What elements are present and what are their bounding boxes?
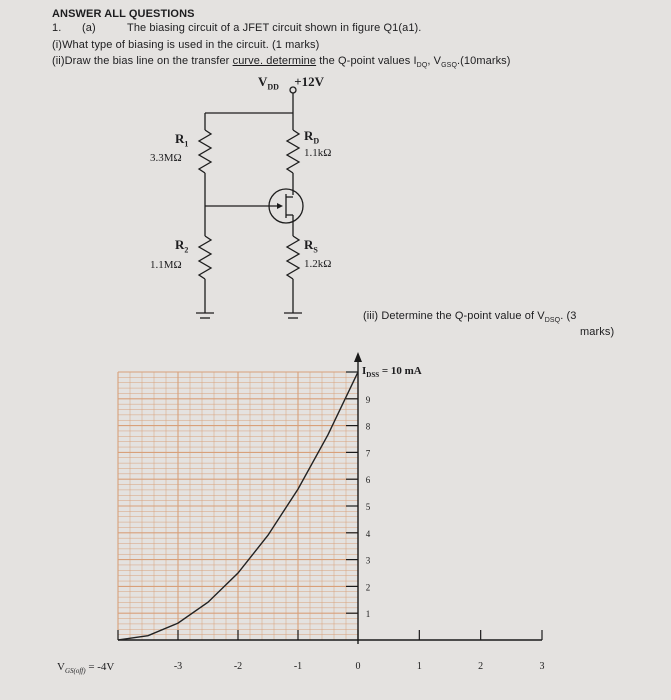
idss-letter: I: [362, 365, 367, 377]
rs-letter: R: [304, 237, 314, 252]
rd-value: 1.1kΩ: [304, 147, 332, 159]
x-tick-label: -2: [233, 661, 243, 672]
idss-label: [362, 365, 422, 379]
q-ii-sub-gsq: GSQ: [441, 62, 457, 70]
chart-axes: [118, 352, 542, 644]
y-tick-label: 1: [365, 609, 371, 620]
rs-sub: S: [313, 245, 318, 255]
x-tick-label: 0: [355, 661, 361, 672]
r2-sub: 2: [184, 245, 189, 255]
q-iii-prefix: (iii) Determine the Q-point value of V: [363, 310, 545, 322]
r1-letter: R: [175, 131, 185, 146]
y-tick-label: 7: [365, 448, 371, 459]
part-a-text: The biasing circuit of a JFET circuit shown in figure Q1(a1).: [127, 22, 422, 34]
y-tick-label: 6: [365, 475, 371, 486]
vgs-off-letter: V: [57, 661, 65, 673]
vgs-off-value: = -4V: [85, 661, 115, 673]
question-iii-marks: marks): [580, 326, 615, 338]
idss-sub: DSS: [366, 371, 380, 380]
y-tick-label: 5: [365, 502, 371, 512]
q-iii-suffix: . (3: [560, 310, 577, 322]
y-tick-label: 2: [365, 582, 371, 593]
part-label: (a): [82, 22, 96, 34]
vgs-off-sub: GS(off): [64, 667, 86, 676]
q-ii-underlined: curve. determine: [232, 55, 317, 67]
x-tick-label: 2: [478, 661, 484, 672]
y-tick-label: 3: [365, 555, 371, 566]
vdd-sub: DD: [267, 82, 279, 92]
q-iii-sub: DSQ: [544, 317, 561, 325]
q-ii-prefix: (ii)Draw the bias line on the transfer: [52, 55, 230, 67]
q-ii-suffix: the Q-point values I: [319, 55, 417, 67]
r1-sub: 1: [184, 139, 189, 149]
y-tick-label: 4: [365, 528, 371, 539]
r2-letter: R: [175, 237, 185, 252]
x-tick-label: -1: [293, 661, 303, 672]
x-tick-label: 1: [416, 661, 422, 672]
x-tick-label: -3: [173, 661, 183, 672]
r2-value: 1.1MΩ: [150, 259, 182, 271]
chart-grid: [118, 372, 358, 640]
q-ii-sub-dq: DQ: [416, 62, 428, 70]
y-tick-label: 8: [365, 421, 371, 432]
idss-value: = 10 mA: [379, 365, 422, 377]
vgs-off-label: [57, 661, 114, 675]
vdd-letter: V: [258, 74, 268, 89]
y-axis-arrow-icon: [354, 352, 362, 362]
rs-value: 1.2kΩ: [304, 258, 332, 270]
q-ii-end: .(10marks): [456, 55, 511, 67]
rd-letter: R: [304, 128, 314, 143]
heading-answer-all: ANSWER ALL QUESTIONS: [52, 8, 195, 20]
q-ii-mid: , V: [427, 55, 442, 67]
r1-value: 3.3MΩ: [150, 152, 182, 164]
question-i-text: (i)What type of biasing is used in the circuit. (1 marks): [52, 39, 320, 51]
vdd-value: +12V: [294, 74, 324, 89]
rd-sub: D: [313, 136, 320, 146]
question-number: 1.: [52, 22, 62, 34]
y-tick-label: 9: [365, 394, 371, 405]
x-tick-label: 3: [539, 661, 545, 672]
